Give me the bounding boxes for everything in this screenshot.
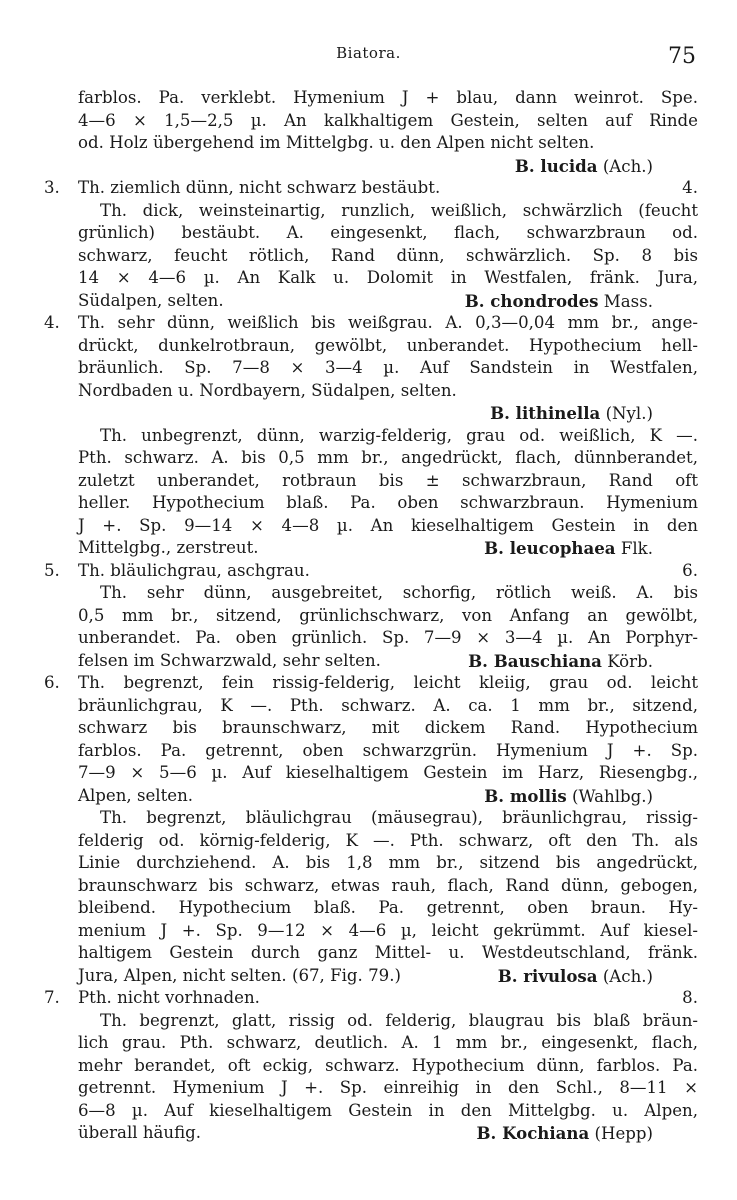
text-line [78, 942, 698, 965]
text-line [78, 87, 698, 110]
species-binomial: B. Kochiana [476, 1123, 590, 1143]
text-line [78, 875, 698, 898]
line-text: Südalpen, selten. [78, 290, 224, 310]
line-text: Th. sehr dünn, ausgebreitet, schorfig, rötlich weiß. A. bis [100, 583, 698, 602]
species-author: Körb. [607, 651, 653, 671]
key-reference: 4. [682, 178, 698, 197]
species-binomial: B. mollis [484, 785, 567, 806]
line-text: Th. begrenzt, fein rissig-felderig, leicht kleiig, grau od. leicht [78, 673, 698, 692]
text-line [44, 560, 698, 583]
line-text: grünlich) bestäubt. A. eingesenkt, flach, schwarzbraun od. [78, 223, 698, 242]
text-line [78, 380, 698, 403]
text-line [78, 1055, 698, 1078]
line-text: Th. sehr dünn, weißlich bis weißgrau. A. 0,3—0,04 mm br., ange- [78, 313, 698, 332]
line-text: Th. dick, weinsteinartig, runzlich, weißlich, schwärzlich (feucht [100, 200, 698, 220]
key-number: 4. [44, 313, 60, 332]
document-body [0, 87, 737, 1145]
text-line [78, 447, 698, 470]
text-line [78, 1122, 698, 1145]
line-text: bräunlichgrau, K —. Pth. schwarz. A. ca. 1 mm br., sitzend, [78, 695, 698, 715]
line-text: überall häufig. [78, 1123, 202, 1142]
species-binomial: B. Bauschiana [468, 650, 602, 671]
line-text: 6—8 µ. Auf kieselhaltigem Gestein in den Mittelgbg. u. Alpen, [78, 1100, 698, 1120]
species-binomial: B. rivulosa [497, 965, 598, 986]
line-text: schwarz, feucht rötlich, Rand dünn, schwärzlich. Sp. 8 bis [78, 245, 698, 265]
line-text: od. Holz übergehend im Mittelgbg. u. den Alpen nicht selten. [78, 133, 595, 152]
text-line [78, 965, 698, 988]
line-text: Jura, Alpen, nicht selten. (67, Fig. 79.) [78, 965, 401, 985]
text-line [78, 492, 698, 515]
species-name [476, 1122, 653, 1146]
text-line [78, 200, 698, 223]
line-text: menium J +. Sp. 9—12 × 4—6 µ, leicht gekrümmt. Auf kiesel- [78, 920, 698, 940]
text-line [78, 402, 698, 425]
species-name [468, 650, 653, 674]
line-text: Pth. schwarz. A. bis 0,5 mm br., angedrückt, flach, dünnberandet, [78, 448, 698, 467]
text-line [78, 515, 698, 538]
line-text: Th. bläulichgrau, aschgrau. [78, 560, 310, 580]
line-text: Mittelgbg., zerstreut. [78, 538, 259, 557]
species-name [498, 965, 653, 989]
text-line [78, 1032, 698, 1055]
line-text: Th. ziemlich dünn, nicht schwarz bestäubt. [78, 178, 441, 197]
line-text: unberandet. Pa. oben grünlich. Sp. 7—9 × 3—4 µ. An Porphyr- [78, 628, 698, 647]
line-text: J +. Sp. 9—14 × 4—8 µ. An kieselhaltigem Gestein in den [78, 515, 698, 535]
species-binomial: B. leucophaea [484, 538, 616, 558]
text-line [44, 312, 698, 335]
line-text: drückt, dunkelrotbraun, gewölbt, unberandet. Hypothecium hell- [78, 335, 698, 355]
species-author: (Ach.) [602, 156, 653, 176]
text-line [78, 267, 698, 290]
text-line [78, 762, 698, 785]
line-text: felsen im Schwarzwald, sehr selten. [78, 650, 381, 670]
text-line [78, 807, 698, 830]
text-line [78, 852, 698, 875]
species-author: (Nyl.) [605, 404, 653, 423]
species-name [465, 290, 653, 314]
text-line [44, 177, 698, 200]
species-author: (Hepp) [594, 1124, 653, 1143]
key-reference: 6. [682, 560, 698, 580]
text-line [78, 245, 698, 268]
text-line [78, 155, 698, 178]
running-title: Biatora. [336, 44, 401, 62]
line-text: Th. begrenzt, bläulichgrau (mäusegrau), bräunlichgrau, rissig- [100, 808, 698, 827]
species-author: Flk. [620, 539, 653, 558]
page-number: 75 [668, 44, 696, 69]
key-number: 7. [44, 988, 60, 1007]
line-text: felderig od. körnig-felderig, K —. Pth. schwarz, oft den Th. als [78, 830, 698, 850]
text-line [78, 110, 698, 133]
text-line [78, 605, 698, 628]
text-line [78, 1100, 698, 1123]
line-text: braunschwarz bis schwarz, etwas rauh, flach, Rand dünn, gebogen, [78, 875, 698, 895]
text-line [78, 470, 698, 493]
species-name [515, 155, 653, 179]
line-text: farblos. Pa. verklebt. Hymenium J + blau, dann weinrot. Spe. [78, 88, 698, 107]
species-binomial: B. lithinella [490, 403, 601, 423]
species-author: Mass. [603, 291, 653, 311]
key-number: 5. [44, 560, 60, 580]
species-binomial: B. lucida [514, 155, 598, 176]
species-author: (Wahlbg.) [572, 786, 653, 806]
line-text: 14 × 4—6 µ. An Kalk u. Dolomit in Westfalen, fränk. Jura, [78, 268, 698, 287]
species-binomial: B. chondrodes [464, 290, 599, 311]
species-name [490, 402, 653, 426]
text-line [78, 830, 698, 853]
line-text: zuletzt unberandet, rotbraun bis ± schwarzbraun, Rand oft [78, 470, 698, 490]
line-text: bleibend. Hypothecium blaß. Pa. getrennt, oben braun. Hy- [78, 898, 698, 917]
line-text: 7—9 × 5—6 µ. Auf kieselhaltigem Gestein im Harz, Riesengbg., [78, 763, 698, 782]
line-text: Linie durchziehend. A. bis 1,8 mm br., sitzend bis angedrückt, [78, 853, 698, 872]
line-text: 4—6 × 1,5—2,5 µ. An kalkhaltigem Gestein, selten auf Rinde [78, 110, 698, 130]
text-line [78, 357, 698, 380]
species-author: (Ach.) [602, 966, 653, 986]
text-line [78, 222, 698, 245]
text-line [44, 672, 698, 695]
species-name [484, 785, 653, 809]
line-text: Alpen, selten. [78, 785, 194, 805]
text-line [78, 627, 698, 650]
key-number: 3. [44, 178, 60, 197]
page-header [0, 0, 737, 80]
text-line [78, 290, 698, 313]
line-text: Th. begrenzt, glatt, rissig od. felderig, blaugrau bis blaß bräun- [100, 1010, 698, 1030]
text-line [78, 650, 698, 673]
line-text: mehr berandet, oft eckig, schwarz. Hypothecium dünn, farblos. Pa. [78, 1055, 698, 1075]
line-text: haltigem Gestein durch ganz Mittel- u. Westdeutschland, fränk. [78, 943, 698, 962]
text-line [78, 1077, 698, 1100]
text-line [78, 335, 698, 358]
line-text: 0,5 mm br., sitzend, grünlichschwarz, von Anfang an gewölbt, [78, 605, 698, 625]
text-line [78, 537, 698, 560]
line-text: Th. unbegrenzt, dünn, warzig-felderig, grau od. weißlich, K —. [100, 425, 698, 445]
line-text: lich grau. Pth. schwarz, deutlich. A. 1 mm br., eingesenkt, flach, [78, 1033, 698, 1052]
text-line [44, 987, 698, 1010]
text-line [78, 695, 698, 718]
text-line [78, 785, 698, 808]
text-line [78, 582, 698, 605]
text-line [78, 717, 698, 740]
line-text: schwarz bis braunschwarz, mit dickem Rand. Hypothecium [78, 718, 698, 737]
line-text: farblos. Pa. getrennt, oben schwarzgrün. Hymenium J +. Sp. [78, 740, 698, 760]
line-text: Pth. nicht vorhnaden. [78, 988, 260, 1007]
text-line [78, 132, 698, 155]
text-line [78, 1010, 698, 1033]
key-number: 6. [44, 673, 60, 692]
line-text: getrennt. Hymenium J +. Sp. einreihig in den Schl., 8—11 × [78, 1078, 698, 1097]
species-name [484, 537, 653, 561]
key-reference: 8. [682, 988, 698, 1007]
text-line [78, 897, 698, 920]
text-line [78, 920, 698, 943]
line-text: bräunlich. Sp. 7—8 × 3—4 µ. Auf Sandstein in Westfalen, [78, 358, 698, 377]
text-line [78, 425, 698, 448]
line-text: Nordbaden u. Nordbayern, Südalpen, selten. [78, 380, 457, 400]
text-line [78, 740, 698, 763]
line-text: heller. Hypothecium blaß. Pa. oben schwarzbraun. Hymenium [78, 493, 698, 512]
